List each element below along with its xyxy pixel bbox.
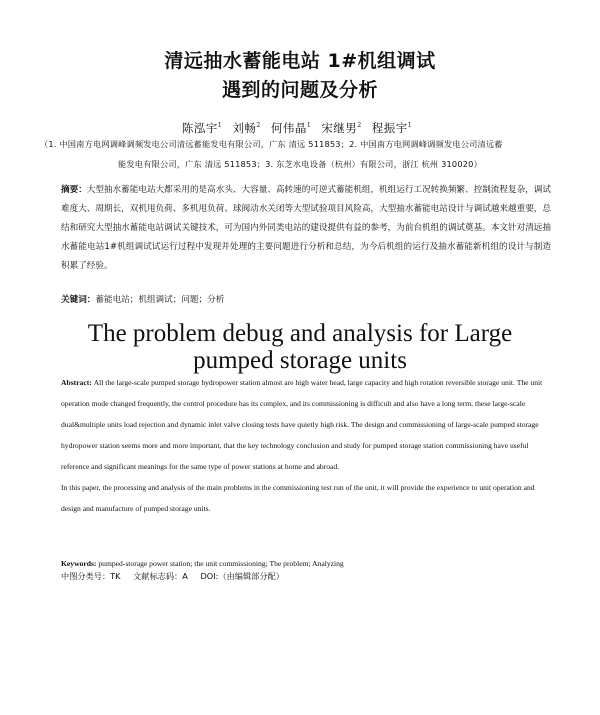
author-affiliation-mark: 1 — [217, 122, 223, 129]
author-affiliation-mark: 2 — [256, 122, 261, 129]
english-keywords-label: Keywords: — [61, 559, 97, 568]
chinese-abstract — [61, 181, 551, 276]
chinese-abstract-text: 大型抽水蓄能电站大都采用的是高水头、大容量、高转速的可逆式蓄能机组，机组运行工况转换频繁、控制流程复杂，调试难度大、周期长，双机甩负荷、多机甩负荷、球阀动水关闭等大型试验项目风险高，大型抽水蓄能电站设计与调试越来越重要，总结和研究大型抽水蓄能电站调试关键技术，可为国内外同类电站的建设提供有益的参考，为前台机组的调试奠基。本文针对清远抽水蓄能电站1#机组调试试运行过程中发现并处理的主要问题进行分析和总结，为今后机组的运行及抽水蓄能新机组的设计与制造积累了经验。 — [61, 185, 551, 271]
english-abstract-paragraph-1: All the large-scale pumped storage hydropower station almost are high water head, large capacity and high rotation reversible storage unit. The unit operation mode changed frequently, the control procedure has its complex, and its commissioning is difficult and also have a long term, these large-scale dual&multiple units load rejection and dynamic inlet valve closing tests have quietly high risk. The design and commissioning of large-scale pumped storage hydropower station seems more and more important, that the key technology conclusion and study for pumped storage station commissioning have useful reference and significant meanings for the same type of power stations at home and abroad. — [61, 378, 543, 471]
author-name: 程振宇 — [371, 121, 408, 135]
english-keywords-text: pumped-storage power station; the unit commissioning; The problem; Analyzing — [98, 559, 344, 568]
chinese-keywords — [61, 293, 224, 305]
chinese-title-line-2: 遇到的问题及分析 — [221, 79, 378, 101]
author-affiliation-mark: 1 — [306, 122, 312, 129]
english-title-line-2: pumped storage units — [193, 347, 407, 374]
author-name: 刘畅 — [232, 121, 257, 135]
chinese-abstract-label: 摘要： — [61, 185, 87, 195]
author-affiliation-mark: 2 — [357, 122, 362, 129]
doi-note: DOI:（由编辑部分配） — [200, 571, 284, 581]
author-list — [0, 120, 600, 136]
english-abstract-paragraph-2: In this paper, the processing and analysis of the main problems in the commissioning test run of the unit, it will provide the experience to unit operation and design and manufacture of pumped storage units. — [61, 483, 535, 513]
chinese-keywords-label: 关键词： — [61, 295, 96, 305]
classification-line — [61, 571, 294, 582]
author-name: 宋继男 — [321, 121, 358, 135]
author-name: 陈泓宇 — [181, 121, 218, 135]
affiliation-line-2: 能发电有限公司，广东 清远 511853；3. 东芝水电设备（杭州）有限公司，浙江 杭州 310020） — [118, 159, 482, 169]
document-code: 文献标志码：A — [133, 571, 188, 581]
affiliation-line-1: （1. 中国南方电网调峰调频发电公司清远蓄能发电有限公司，广东 清远 511853；2. 中国南方电网调峰调频发电公司清远蓄 — [40, 139, 503, 149]
english-abstract-label: Abstract: — [61, 378, 92, 387]
author-affiliation-mark: 1 — [407, 122, 413, 129]
chinese-title-line-1: 清远抽水蓄能电站 1#机组调试 — [164, 50, 436, 72]
author-name: 何伟晶 — [270, 121, 307, 135]
english-keywords — [61, 559, 344, 568]
english-abstract — [61, 372, 553, 519]
chinese-keywords-text: 蓄能电站；机组调试；问题；分析 — [95, 295, 225, 305]
english-title-line-1: The problem debug and analysis for Large — [87, 320, 513, 347]
clc-number: 中图分类号：TK — [61, 571, 121, 581]
